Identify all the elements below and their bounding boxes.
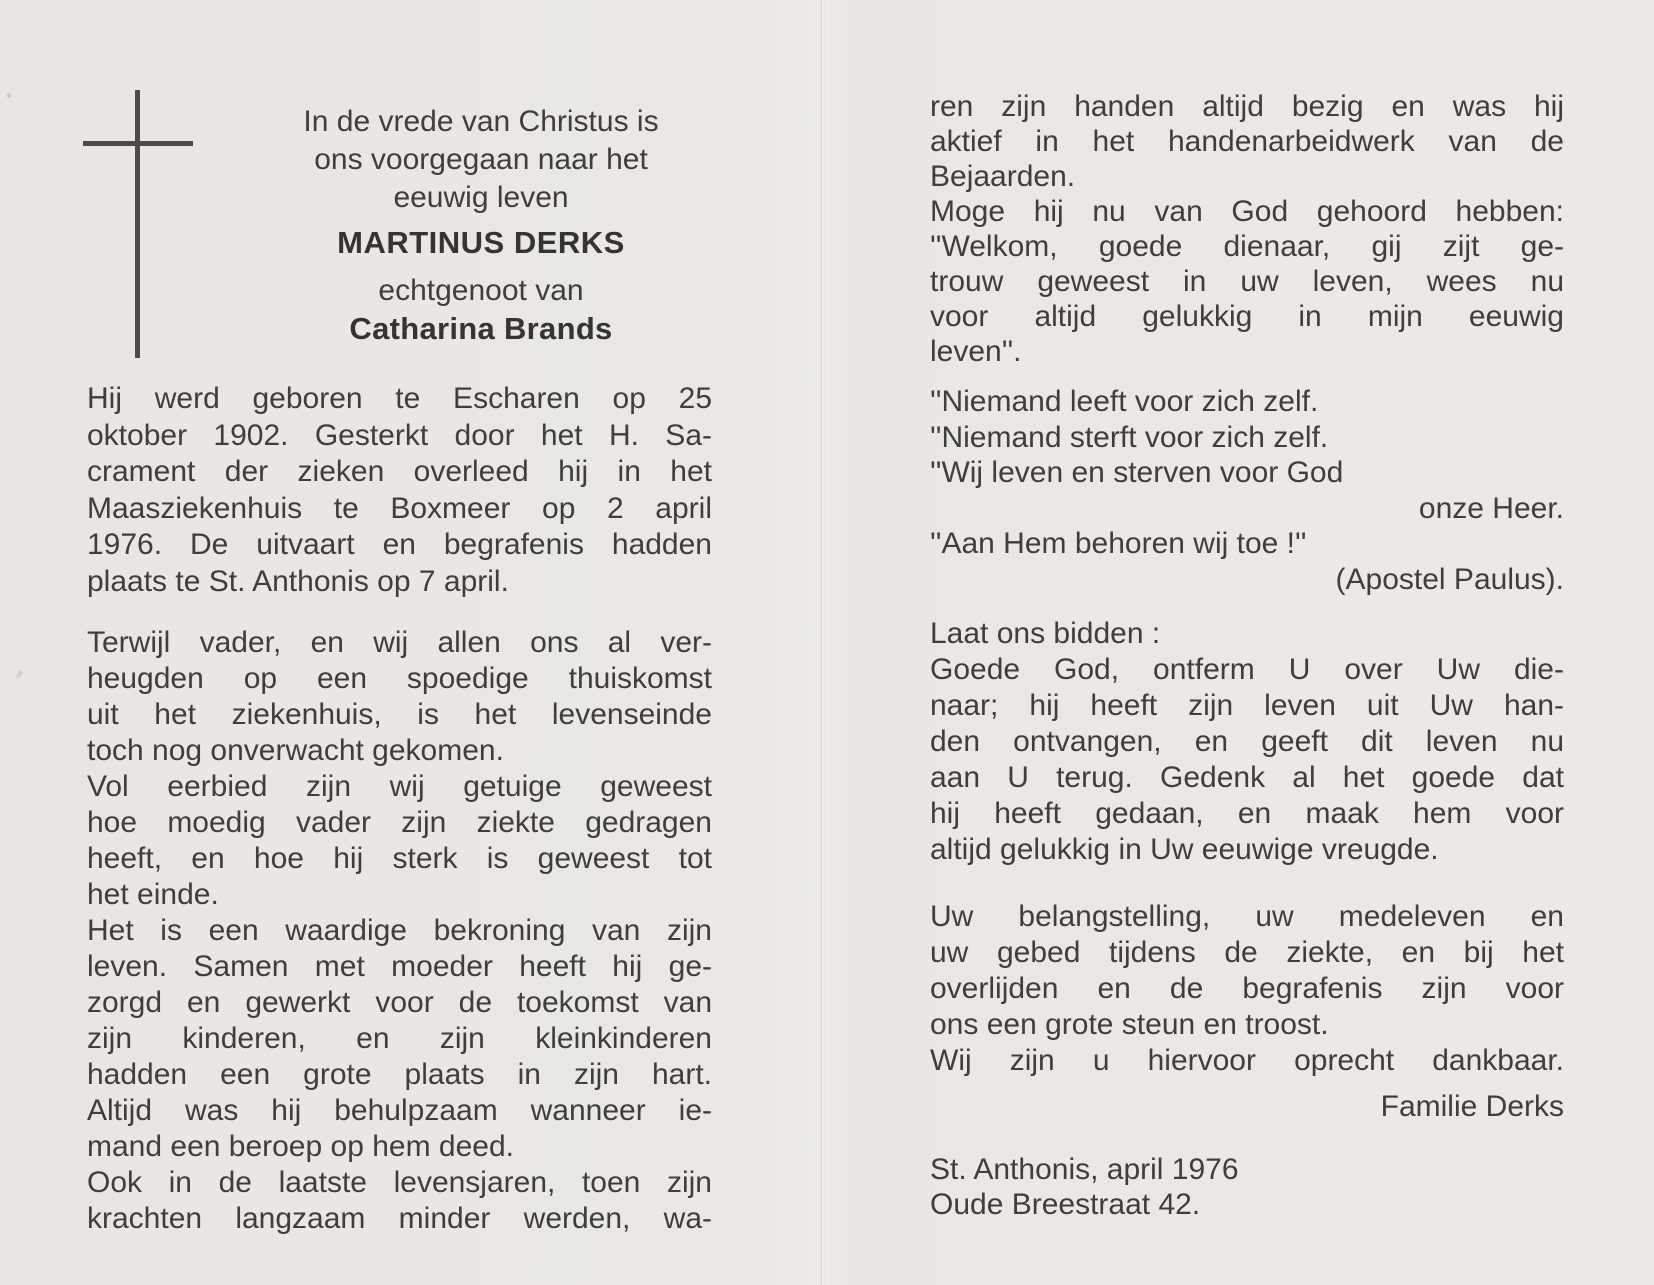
text-line: Het is een waardige bekroning van zijn xyxy=(87,914,712,947)
place-date-address xyxy=(930,1152,1564,1222)
text-line: overlijden en de begrafenis zijn voor xyxy=(930,972,1564,1005)
text-line: hoe moedig vader zijn ziekte gedragen xyxy=(87,806,712,839)
text-line: St. Anthonis, april 1976 xyxy=(930,1153,1239,1186)
text-line: crament der zieken overleed hij in het xyxy=(87,455,712,488)
text-line: hij heeft gedaan, en maak hem voor xyxy=(930,797,1564,830)
relation-line: echtgenoot van xyxy=(378,274,584,307)
text-line: aktief in het handenarbeidwerk van de xyxy=(930,125,1564,158)
text-line: het einde. xyxy=(87,878,219,911)
text-line: leven. Samen met moeder heeft hij ge- xyxy=(87,950,712,983)
text-line: voor altijd gelukkig in mijn eeuwig xyxy=(930,300,1564,333)
scripture-quote xyxy=(930,384,1564,597)
text-line: zorgd en gewerkt voor de toekomst van xyxy=(87,986,712,1019)
text-line: leven''. xyxy=(930,335,1022,368)
text-line: Uw belangstelling, uw medeleven en xyxy=(930,900,1564,933)
text-line: uit het ziekenhuis, is het levenseinde xyxy=(87,698,712,731)
text-line: Bejaarden. xyxy=(930,160,1076,193)
page-fold-crease xyxy=(820,0,825,1285)
text-line: heugden op een spoedige thuiskomst xyxy=(87,662,712,695)
family-signature: Familie Derks xyxy=(1380,1090,1564,1123)
text-line: ''Niemand leeft voor zich zelf. xyxy=(930,385,1319,418)
text-line: (Apostel Paulus). xyxy=(1335,562,1564,596)
text-line: Altijd was hij behulpzaam wanneer ie- xyxy=(87,1094,712,1127)
deceased-name: MARTINUS DERKS xyxy=(337,225,625,260)
scan-speck xyxy=(7,93,11,98)
text-line: ''Welkom, goede dienaar, gij zijt ge- xyxy=(930,230,1564,263)
prayer-paragraph xyxy=(930,616,1564,868)
paragraph-life-story xyxy=(87,625,712,1237)
text-line: ren zijn handen altijd bezig en was hij xyxy=(930,90,1564,123)
text-line: plaats te St. Anthonis op 7 april. xyxy=(87,564,509,598)
text-line: Ook in de laatste levensjaren, toen zijn xyxy=(87,1166,712,1199)
text-line: eeuwig leven xyxy=(393,181,569,214)
text-line: heeft, en hoe hij sterk is geweest tot xyxy=(87,842,712,875)
text-line: toch nog onverwacht gekomen. xyxy=(87,734,504,767)
text-line: 1976. De uitvaart en begrafenis hadden xyxy=(87,528,712,561)
text-line: oktober 1902. Gesterkt door het H. Sa- xyxy=(87,418,712,452)
intro-verse xyxy=(250,103,712,217)
text-line: Moge hij nu van God gehoord hebben: xyxy=(930,195,1564,228)
text-line: zijn kinderen, en zijn kleinkinderen xyxy=(87,1022,712,1055)
scan-speck xyxy=(15,669,24,679)
spouse-name: Catharina Brands xyxy=(349,311,613,346)
text-line: Goede God, ontferm U over Uw die- xyxy=(930,653,1564,686)
text-line: In de vrede van Christus is xyxy=(303,105,659,138)
text-line: Maasziekenhuis te Boxmeer op 2 april xyxy=(87,491,712,525)
text-line: altijd gelukkig in Uw eeuwige vreugde. xyxy=(930,833,1439,866)
text-line: ons voorgegaan naar het xyxy=(314,143,648,176)
text-line: mand een beroep op hem deed. xyxy=(87,1130,514,1163)
text-line: ons een grote steun en troost. xyxy=(930,1008,1329,1041)
text-line: ''Aan Hem behoren wij toe !'' xyxy=(930,527,1307,560)
text-line: Laat ons bidden : xyxy=(930,617,1161,650)
text-line: onze Heer. xyxy=(1418,491,1564,525)
text-line: Terwijl vader, en wij allen ons al ver- xyxy=(87,626,712,659)
text-line: ''Wij leven en sterven voor God xyxy=(930,456,1344,489)
text-line: ''Niemand sterft voor zich zelf. xyxy=(930,420,1329,454)
text-line: trouw geweest in uw leven, wees nu xyxy=(930,265,1564,298)
acknowledgement-paragraph xyxy=(930,899,1564,1079)
text-line: aan U terug. Gedenk al het goede dat xyxy=(930,761,1564,794)
text-line: krachten langzaam minder werden, wa- xyxy=(87,1202,712,1235)
paragraph-birth-death xyxy=(87,381,712,600)
paragraph-continuation xyxy=(930,89,1564,369)
text-line: Wij zijn u hiervoor oprecht dankbaar. xyxy=(930,1044,1564,1077)
text-line: Hij werd geboren te Escharen op 25 xyxy=(87,382,712,415)
text-line: den ontvangen, en geeft dit leven nu xyxy=(930,725,1564,758)
text-line: Oude Breestraat 42. xyxy=(930,1188,1201,1221)
text-line: hadden een grote plaats in zijn hart. xyxy=(87,1058,712,1091)
text-line: Vol eerbied zijn wij getuige geweest xyxy=(87,770,712,803)
text-line: uw gebed tijdens de ziekte, en bij het xyxy=(930,936,1564,969)
text-line: naar; hij heeft zijn leven uit Uw han- xyxy=(930,689,1564,722)
